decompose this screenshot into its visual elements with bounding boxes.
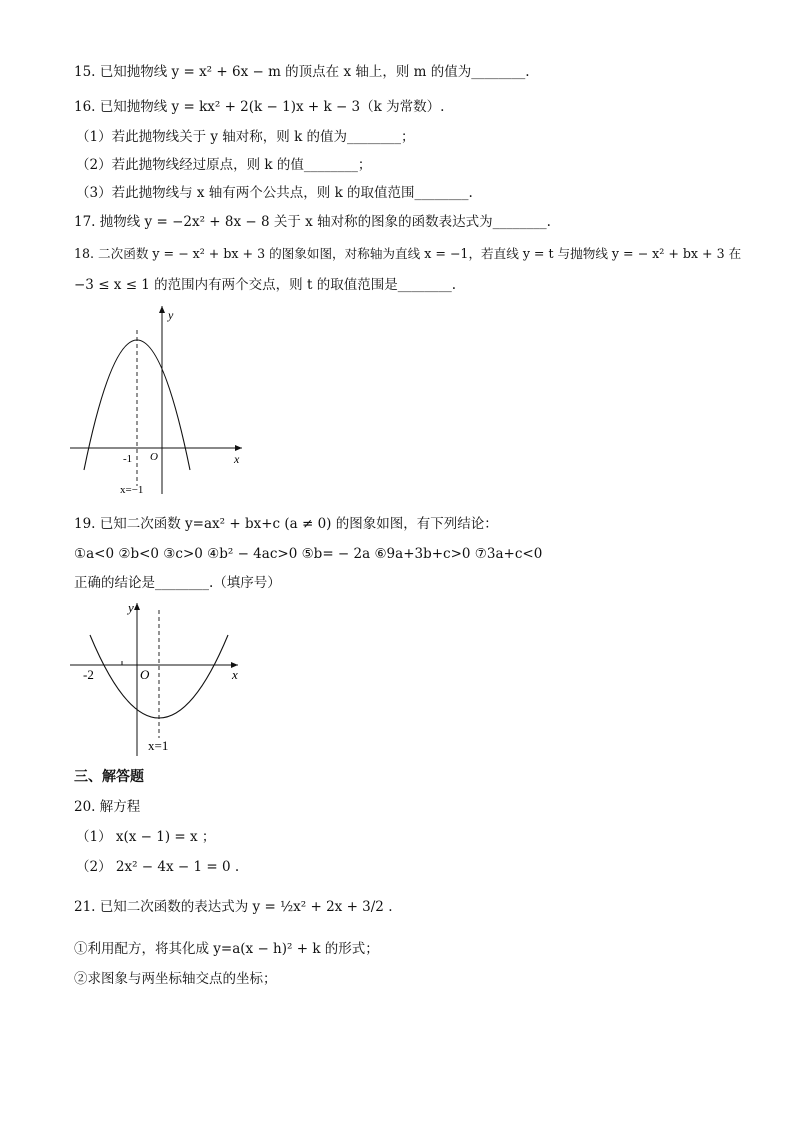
question-18-line-1: 18. 二次函数 y = − x² + bx + 3 的图象如图，对称轴为直线 x = −1，若直线 y = t 与抛物线 y = − x² + bx + 3 在 xyxy=(74,246,742,261)
question-19-options: ①a<0 ②b<0 ③c>0 ④b² − 4ac>0 ⑤b= − 2a ⑥9a+3b+c>0 ⑦3a+c<0 xyxy=(74,546,543,562)
question-17: 17. 抛物线 y = −2x² + 8x − 8 关于 x 轴对称的图象的函数表达式为________. xyxy=(74,214,551,230)
question-16-part-3: （3）若此抛物线与 x 轴有两个公共点，则 k 的取值范围________. xyxy=(76,185,473,201)
x-axis-label: x xyxy=(234,452,240,466)
origin-label: O xyxy=(140,667,150,682)
question-20-part-2: （2） 2x² − 4x − 1 = 0 . xyxy=(76,859,240,875)
question-20-part-1: （1） x(x − 1) = x ； xyxy=(76,829,216,845)
y-axis-label: y xyxy=(128,600,134,615)
question-16-part-1: （1）若此抛物线关于 y 轴对称，则 k 的值为________； xyxy=(76,129,415,145)
question-20: 20. 解方程 xyxy=(74,799,141,815)
y-axis-label: y xyxy=(168,308,174,322)
question-18-line-2: −3 ≤ x ≤ 1 的范围内有两个交点，则 t 的取值范围是________. xyxy=(74,277,456,293)
question-21: 21. 已知二次函数的表达式为 y = ½x² + 2x + 3/2 . xyxy=(74,899,393,915)
question-21-part-2: ②求图象与两坐标轴交点的坐标； xyxy=(74,971,277,987)
tick-label: -1 xyxy=(123,453,133,465)
x-axis-arrow xyxy=(235,445,242,451)
question-16-part-2: （2）若此抛物线经过原点，则 k 的值________； xyxy=(76,157,372,173)
question-15: 15. 已知抛物线 y = x² + 6x − m 的顶点在 x 轴上，则 m 的值为________. xyxy=(74,64,530,80)
origin-label: O xyxy=(150,451,158,463)
tick-label: -2 xyxy=(83,667,94,682)
figure-18-parabola xyxy=(66,300,256,505)
question-19: 19. 已知二次函数 y=ax² + bx+c (a ≠ 0) 的图象如图，有下列结论： xyxy=(74,516,498,532)
y-axis-arrow xyxy=(134,603,140,610)
figure-19-parabola xyxy=(66,598,256,758)
y-axis-arrow xyxy=(159,306,165,313)
question-16: 16. 已知抛物线 y = kx² + 2(k − 1)x + k − 3（k 为常数）. xyxy=(74,99,445,115)
section-heading: 三、解答题 xyxy=(74,769,144,785)
symmetry-axis-label: x=1 xyxy=(148,738,169,753)
symmetry-axis-label: x=−1 xyxy=(120,484,144,496)
question-21-part-1: ①利用配方，将其化成 y=a(x − h)² + k 的形式； xyxy=(74,941,379,957)
question-19-answer: 正确的结论是________.（填序号） xyxy=(74,575,281,591)
x-axis-label: x xyxy=(232,667,238,682)
